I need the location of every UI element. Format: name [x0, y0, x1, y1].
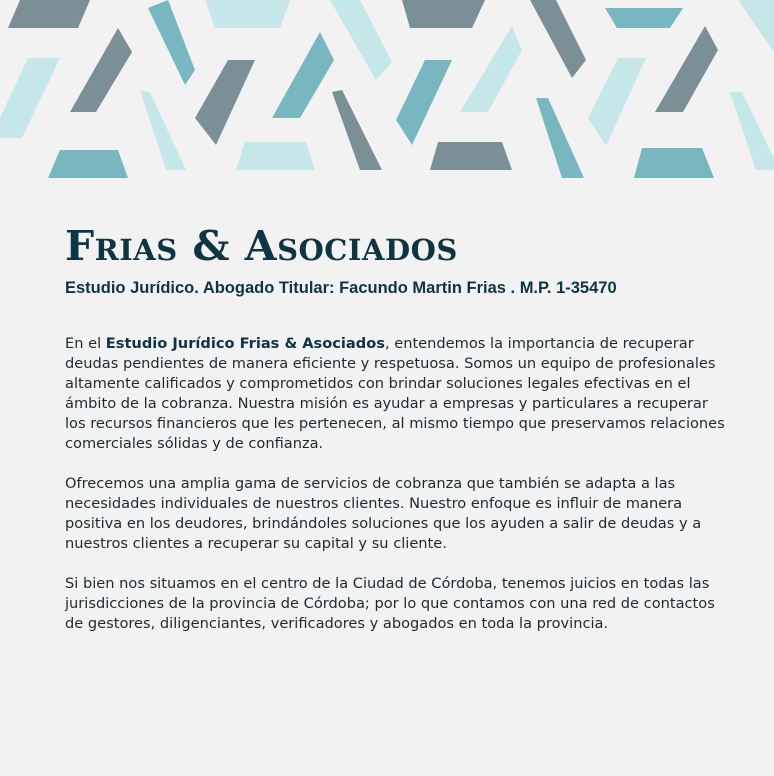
page-title: Frias & Asociados — [65, 222, 458, 270]
pattern-shape — [195, 60, 255, 145]
intro-paragraph — [65, 334, 727, 454]
pattern-shape — [0, 58, 60, 138]
pattern-shape — [588, 58, 646, 146]
pattern-shape — [738, 0, 774, 52]
location-paragraph: Si bien nos situamos en el centro de la Ciudad de Córdoba, tenemos juicios en todas las jurisdicciones de la provincia de Córdoba; por lo que contamos con una red de contactos de gestores, diligenciantes, verificadores y abogados en toda la provincia. — [65, 575, 715, 632]
pattern-shape — [655, 26, 718, 112]
pattern-shape — [236, 142, 315, 170]
main-content — [65, 222, 725, 634]
firm-name-bold: Estudio Jurídico Frias & Asociados — [105, 335, 385, 352]
page-subtitle: Estudio Jurídico. Abogado Titular: Facundo Martin Frias . M.P. 1-35470 — [65, 279, 617, 297]
pattern-shape — [330, 0, 392, 80]
pattern-shape — [148, 0, 195, 85]
pattern-shape — [460, 26, 522, 112]
pattern-shape — [530, 0, 586, 78]
pattern-shape — [332, 90, 382, 170]
pattern-shape — [272, 32, 334, 118]
pattern-shape — [8, 0, 90, 28]
pattern-shape — [140, 90, 186, 170]
pattern-shape — [430, 142, 512, 170]
pattern-shape — [730, 92, 774, 170]
pattern-shape — [205, 0, 290, 28]
services-paragraph: Ofrecemos una amplia gama de servicios de cobranza que también se adapta a las necesidades individuales de nuestros clientes. Nuestro enfoque es influir de manera positiva en los deudores, brindándoles soluciones que los ayuden a salir de deudas y a nuestros clientes a recuperar su capital y su cliente. — [65, 475, 702, 552]
pattern-shape — [48, 150, 128, 178]
pattern-shape — [70, 28, 132, 112]
pattern-shape — [536, 98, 584, 178]
intro-rest: , entendemos la importancia de recuperar deudas pendientes de manera eficiente y respetuosa. Somos un equipo de profesionales altamente calificados y comprometidos con brindar soluciones legales efectivas en el ámbito de la cobranza. Nuestra misión es ayudar a empresas y particulares a recuperar los recursos financieros que les pertenecen, al mismo tiempo que preservamos relaciones comerciales sólidas y de confianza. — [65, 335, 725, 452]
intro-lead: En el — [65, 335, 106, 352]
pattern-shape — [402, 0, 485, 28]
pattern-shape — [634, 148, 714, 178]
pattern-shape — [605, 8, 683, 28]
pattern-shape — [396, 60, 452, 145]
geometric-pattern-icon — [0, 0, 774, 180]
